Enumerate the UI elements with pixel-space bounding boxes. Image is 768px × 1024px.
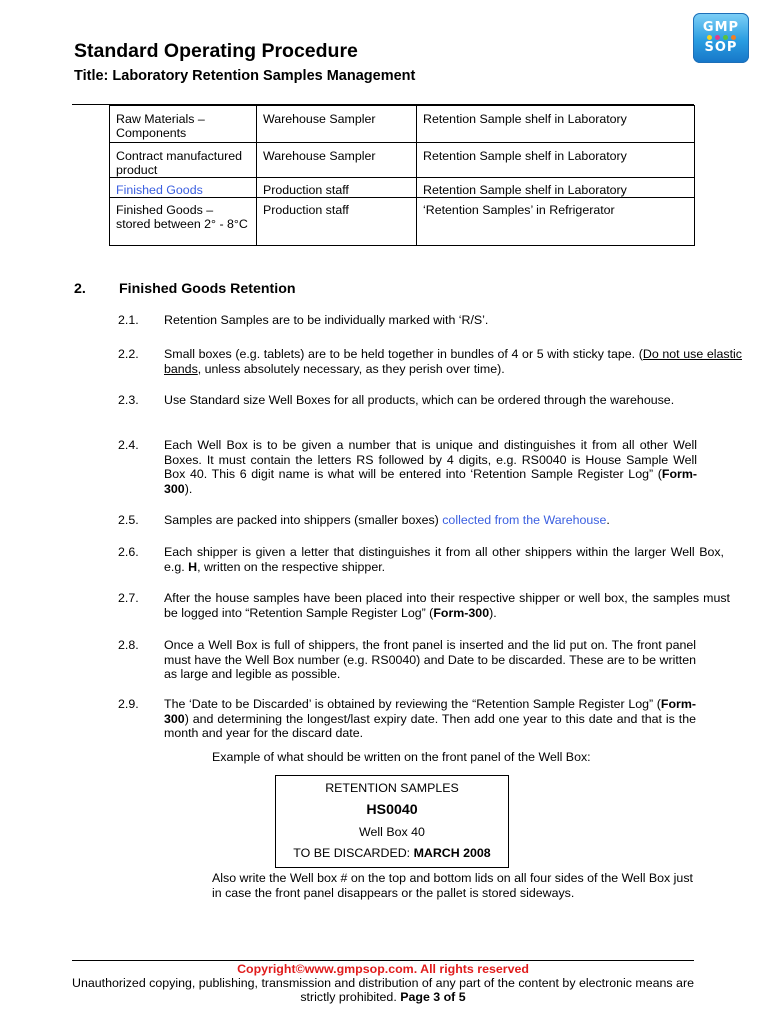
warehouse-link[interactable]: collected from the Warehouse	[442, 513, 607, 527]
table-row	[110, 178, 695, 198]
table-cell-location: Retention Sample shelf in Laboratory	[417, 178, 695, 198]
table-cell-location: Retention Sample shelf in Laboratory	[417, 143, 695, 178]
table-cell-responsible: Warehouse Sampler	[257, 143, 417, 178]
item-text-part: ) and determining the longest/last expiry date. Then add one year to this date and that is the month and year for the discard date.	[164, 711, 696, 741]
table-cell-responsible: Production staff	[257, 178, 417, 198]
item-text-part: Each shipper is given a letter that distinguishes it from all other shippers within the larger Well Box, e.g.	[164, 545, 724, 574]
example-intro: Example of what should be written on the front panel of the Well Box:	[212, 750, 591, 764]
example-code: HS0040	[366, 802, 418, 818]
form-reference: Form-300	[433, 605, 490, 620]
gmp-sop-logo	[693, 13, 749, 63]
shipper-letter: H	[188, 559, 198, 574]
item-text	[164, 438, 697, 496]
item-text	[164, 697, 696, 741]
item-text-part: Samples are packed into shippers (smaller boxes)	[164, 513, 443, 527]
footer-notice	[72, 976, 694, 1004]
logo-text-top: GMP	[702, 20, 740, 35]
table-cell-material: Finished Goods – stored between 2° - 8°C	[110, 198, 257, 246]
section-number: 2.	[74, 281, 86, 297]
item-text	[164, 513, 730, 528]
retention-responsibility-table	[109, 105, 695, 246]
item-number: 2.8.	[118, 638, 139, 652]
item-number: 2.5.	[118, 513, 139, 527]
example-box-number: Well Box 40	[359, 825, 425, 839]
table-cell-location: ‘Retention Samples’ in Refrigerator	[417, 198, 695, 246]
item-text: Once a Well Box is full of shippers, the front panel is inserted and the lid put on. The front panel must have the Well Box number (e.g. RS0040) and Date to be discarded. These are to be written as large and legible as possible.	[164, 638, 696, 682]
discard-date: MARCH 2008	[413, 846, 491, 860]
footer	[72, 962, 694, 1004]
item-number: 2.6.	[118, 545, 139, 559]
table-cell-responsible: Production staff	[257, 198, 417, 246]
form-reference: Form-300	[164, 697, 696, 726]
document-subtitle: Title: Laboratory Retention Samples Management	[74, 68, 416, 84]
table-cell-responsible: Warehouse Sampler	[257, 106, 417, 143]
document-title: Standard Operating Procedure	[74, 40, 358, 62]
example-note: Also write the Well box # on the top and bottom lids on all four sides of the Well Box just in case the front panel disappears or the pallet is stored sideways.	[212, 871, 693, 900]
table-row	[110, 106, 695, 143]
table-cell-location: Retention Sample shelf in Laboratory	[417, 106, 695, 143]
form-reference: Form-300	[164, 467, 697, 496]
logo-text-bottom: SOP	[704, 40, 738, 55]
item-text-part: ).	[184, 481, 193, 496]
item-text: Use Standard size Well Boxes for all products, which can be ordered through the warehouse.	[164, 393, 675, 407]
item-number: 2.1.	[118, 313, 139, 327]
item-text	[164, 347, 742, 376]
item-number: 2.4.	[118, 438, 139, 452]
item-number: 2.2.	[118, 347, 139, 361]
item-text	[164, 591, 730, 620]
table-cell-material: Raw Materials – Components	[110, 106, 257, 143]
item-text-part: , written on the respective shipper.	[197, 559, 386, 574]
item-text-part: .	[606, 513, 610, 527]
example-heading: RETENTION SAMPLES	[325, 781, 459, 795]
table-cell-material: Contract manufactured product	[110, 143, 257, 178]
discard-label: TO BE DISCARDED:	[293, 846, 414, 860]
item-text-part: , unless absolutely necessary, as they perish over time).	[197, 361, 505, 376]
page-number: Page 3 of 5	[400, 990, 466, 1004]
item-number: 2.3.	[118, 393, 139, 407]
item-text	[164, 545, 724, 574]
example-discard	[276, 846, 508, 860]
item-text-part: Each Well Box is to be given a number that is unique and distinguishes it from all other Well Boxes. It must contain the letters RS followed by 4 digits, e.g. RS0040 is House Sample Well Box 40. This 6 digit name is what will be entered into ‘Retention Sample Register Log” (	[164, 438, 697, 482]
section-title: Finished Goods Retention	[119, 281, 296, 297]
table-row	[110, 143, 695, 178]
table-row	[110, 198, 695, 246]
item-text-part: Small boxes (e.g. tablets) are to be held together in bundles of 4 or 5 with sticky tape. (	[164, 347, 643, 361]
footer-notice-text: Unauthorized copying, publishing, transmission and distribution of any part of the content by electronic means are strictly prohibited.	[72, 976, 694, 1004]
item-text-part: ).	[489, 605, 497, 620]
item-text-part: After the house samples have been placed into their respective shipper or well box, the samples must be logged into “Retention Sample Register Log” (	[164, 591, 730, 620]
table-cell-material-link[interactable]: Finished Goods	[110, 178, 257, 198]
well-box-label-example	[275, 775, 509, 868]
item-number: 2.7.	[118, 591, 139, 605]
item-number: 2.9.	[118, 697, 139, 711]
item-text-part: The ‘Date to be Discarded’ is obtained by reviewing the “Retention Sample Register Log” (	[164, 697, 661, 711]
item-text-underlined: Do not use elastic bands	[164, 347, 742, 376]
footer-copyright: Copyright©www.gmpsop.com. All rights reserved	[237, 962, 529, 976]
item-text: Retention Samples are to be individually marked with ‘R/S’.	[164, 313, 489, 327]
footer-divider	[72, 960, 694, 961]
